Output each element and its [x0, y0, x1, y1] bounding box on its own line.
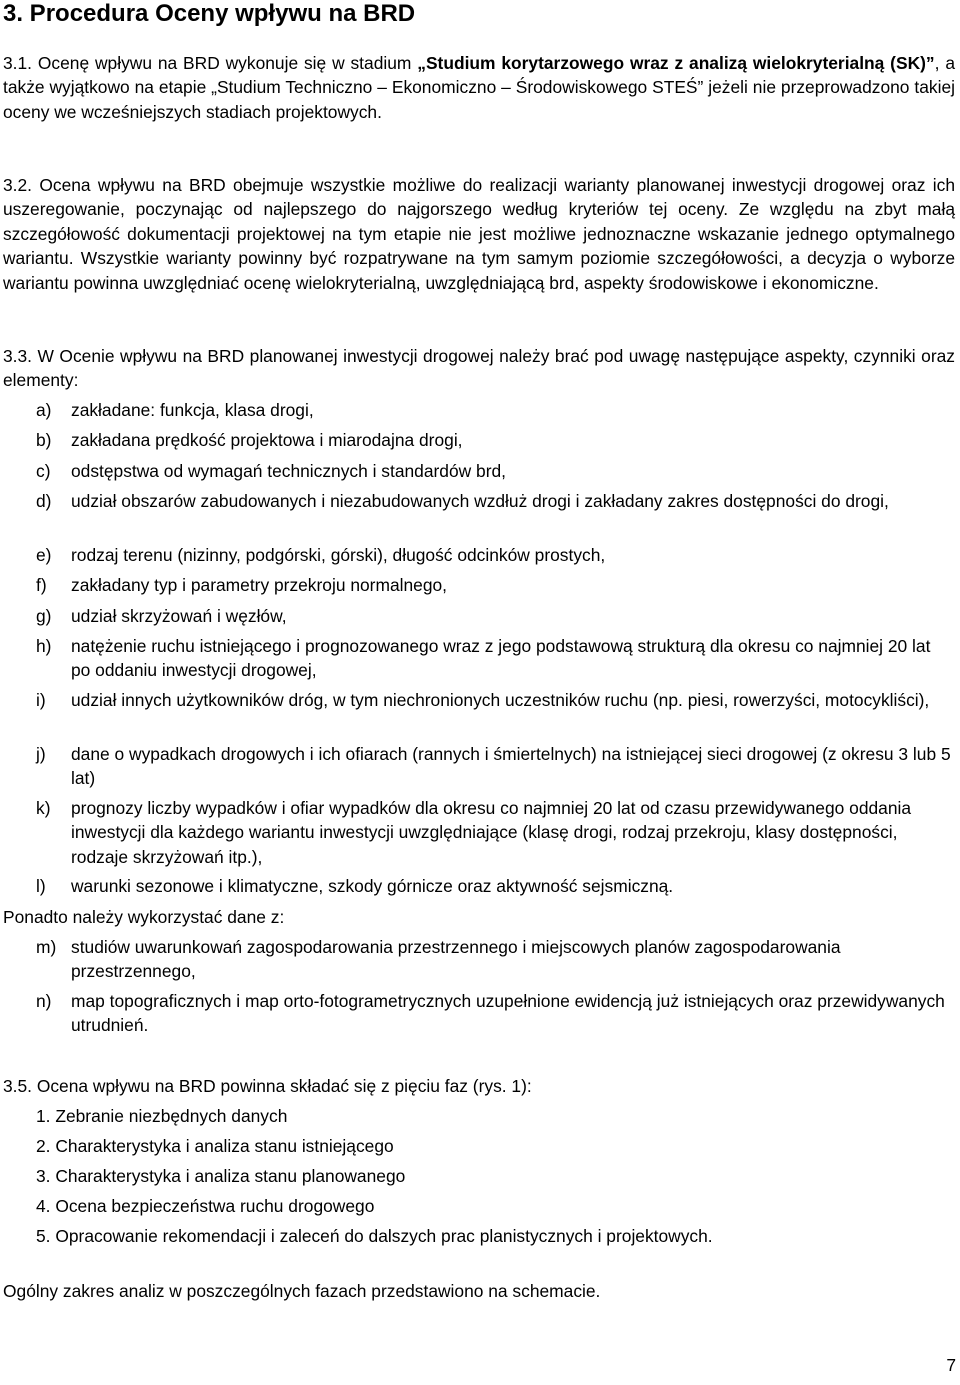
phase-item: 1. Zebranie niezbędnych danych: [36, 1106, 288, 1126]
list-item-text: udział obszarów zabudowanych i niezabudowanych wzdłuż drogi i zakładany zakres dostępności do drogi,: [71, 491, 889, 511]
paragraph-text: Ocenę wpływu na BRD wykonuje się w stadium: [32, 53, 418, 73]
list-item: [36, 489, 951, 513]
list-item-text: zakładane: funkcja, klasa drogi,: [71, 400, 314, 420]
list-item-marker: j): [36, 744, 46, 764]
list-item-marker: b): [36, 430, 52, 450]
list-item: [36, 573, 951, 597]
list-item-marker: n): [36, 991, 52, 1011]
list-item: [36, 428, 951, 452]
list-item-marker: c): [36, 461, 51, 481]
list-item-marker: i): [36, 690, 46, 710]
list-item-text: prognozy liczby wypadków i ofiar wypadków dla okresu co najmniej 20 lat od czasu przewidywanego oddania inwestycji dla każdego wariantu inwestycji uwzględniające (klasę drogi, rodzaj przekroju, klasy dostępności, rodzaje skrzyżowań itp.),: [71, 798, 912, 867]
list-item-marker: d): [36, 491, 52, 511]
paragraph-3-5: 3.5. Ocena wpływu na BRD powinna składać się z pięciu faz (rys. 1):: [3, 1076, 532, 1096]
list-item: [36, 989, 951, 1038]
list-item: [36, 796, 951, 869]
list-item: [36, 459, 951, 483]
list-item: [36, 543, 951, 567]
paragraph-3-1: [3, 51, 955, 124]
phase-item: 5. Opracowanie rekomendacji i zaleceń do dalszych prac planistycznych i projektowych.: [36, 1226, 713, 1246]
list-item-marker: f): [36, 575, 47, 595]
list-item: [36, 742, 951, 791]
list-item-marker: g): [36, 606, 52, 626]
list-item-marker: a): [36, 400, 52, 420]
list-item-text: zakładana prędkość projektowa i miarodajna drogi,: [71, 430, 463, 450]
paragraph-bold-text: „Studium korytarzowego wraz z analizą wielokryterialną (SK)”: [417, 53, 935, 73]
phase-item: 4. Ocena bezpieczeństwa ruchu drogowego: [36, 1196, 375, 1216]
list-item-text: odstępstwa od wymagań technicznych i standardów brd,: [71, 461, 507, 481]
paragraph-3-2: 3.2. Ocena wpływu na BRD obejmuje wszystkie możliwe do realizacji warianty planowanej inwestycji drogowej oraz ich uszeregowanie, poczynając od najlepszego do najgorszego według kryteriów tej oceny. Ze względu na zbyt małą szczegółowość dokumentacji projektowej na tym etapie nie jest możliwe jednoznaczne wskazanie jednego optymalnego wariantu. Wszystkie warianty powinny być rozpatrywane na tym samym poziomie szczegółowości, a decyzja o wyborze wariantu powinna uwzględniać ocenę wielokryterialną, uwzględniającą brd, aspekty środowiskowe i ekonomiczne.: [3, 175, 955, 293]
phase-item: 2. Charakterystyka i analiza stanu istniejącego: [36, 1136, 394, 1156]
list-item: [36, 935, 951, 984]
closing-paragraph: Ogólny zakres analiz w poszczególnych fazach przedstawiono na schemacie.: [3, 1281, 601, 1301]
section-heading: 3. Procedura Oceny wpływu na BRD: [3, 0, 416, 27]
paragraph-text: , a także wyjątkowo na etapie „Studium Techniczno – Ekonomiczno – Środowiskowego STEŚ” jeżeli nie przeprowadzono takiej oceny we wcześniejszych stadiach projektowych.: [3, 53, 955, 122]
list-item-text: udział skrzyżowań i węzłów,: [71, 606, 287, 626]
list-item-marker: m): [36, 937, 57, 957]
list-item: [36, 874, 951, 898]
list-item-text: map topograficznych i map orto-fotogrametrycznych uzupełnione ewidencją już istniejących oraz przewidywanych utrudnień.: [71, 991, 945, 1036]
list-item-marker: k): [36, 798, 51, 818]
list-item-marker: h): [36, 636, 52, 656]
list-item-text: rodzaj terenu (nizinny, podgórski, górski), długość odcinków prostych,: [71, 545, 606, 565]
list-item-marker: l): [36, 876, 46, 896]
page-number: 7: [946, 1355, 956, 1375]
list-item: [36, 634, 951, 683]
paragraph-3-3: 3.3. W Ocenie wpływu na BRD planowanej inwestycji drogowej należy brać pod uwagę następujące aspekty, czynniki oraz elementy:: [3, 346, 955, 391]
paragraph-ponadto: Ponadto należy wykorzystać dane z:: [3, 907, 285, 927]
list-item-text: dane o wypadkach drogowych i ich ofiarach (rannych i śmiertelnych) na istniejącej sieci drogowej (z okresu 3 lub 5 lat): [71, 744, 951, 789]
list-item-text: natężenie ruchu istniejącego i prognozowanego wraz z jego podstawową strukturą dla okresu co najmniej 20 lat po oddaniu inwestycji drogowej,: [71, 636, 931, 681]
list-item-marker: e): [36, 545, 52, 565]
list-item-text: studiów uwarunkowań zagospodarowania przestrzennego i miejscowych planów zagospodarowania przestrzennego,: [71, 937, 841, 982]
list-item: [36, 398, 951, 422]
paragraph-number: 3.1.: [3, 53, 33, 73]
list-item: [36, 688, 951, 712]
phase-item: 3. Charakterystyka i analiza stanu planowanego: [36, 1166, 406, 1186]
list-item-text: zakładany typ i parametry przekroju normalnego,: [71, 575, 448, 595]
list-item-text: warunki sezonowe i klimatyczne, szkody górnicze oraz aktywność sejsmiczną.: [71, 876, 674, 896]
list-item-text: udział innych użytkowników dróg, w tym niechronionych uczestników ruchu (np. piesi, rowerzyści, motocykliści),: [71, 690, 930, 710]
list-item: [36, 604, 951, 628]
